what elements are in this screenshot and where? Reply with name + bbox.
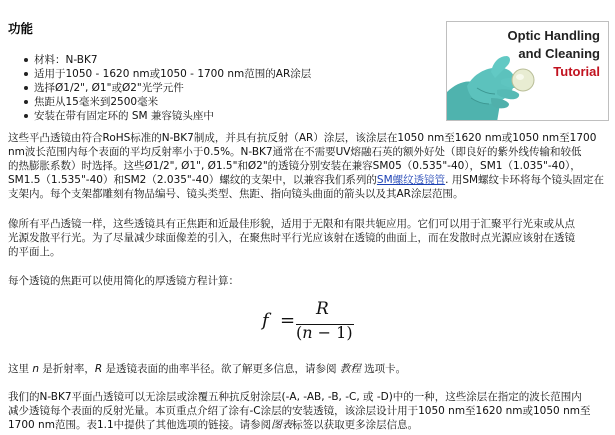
chart-tab-reference: 图表 <box>271 419 293 431</box>
description-paragraph-4 <box>8 362 608 376</box>
sm-lens-tube-link[interactable]: SM螺纹透镜管 <box>376 174 446 186</box>
text-line <box>8 362 608 376</box>
feature-item: 安装在带有固定环的 SM 兼容镜头座中 <box>22 109 462 123</box>
tutorial-line-2: and Cleaning <box>518 46 600 61</box>
tutorial-tab-reference: 教程 <box>339 363 361 375</box>
section-title: 功能 <box>8 21 34 36</box>
text-segment: SM1.5（1.535"-40）和SM2（2.035"-40）螺纹的支架中，以兼容我们系列的 <box>8 174 377 186</box>
feature-item: 焦距从15毫米到2500毫米 <box>22 95 462 109</box>
optic-handling-tutorial-link[interactable] <box>446 21 609 121</box>
description-paragraph-1 <box>8 131 608 201</box>
text-line: 每个透镜的焦距可以使用简化的厚透镜方程计算： <box>8 275 239 287</box>
tutorial-line-3: Tutorial <box>553 64 600 79</box>
text-segment: . 用SM螺纹卡环将每个镜头固定在 <box>445 174 605 186</box>
text-segment: 这里 <box>8 363 29 375</box>
features-list <box>22 53 462 123</box>
denominator-variable: n <box>302 323 313 342</box>
text-line: 光源发散平行光。为了尽量减少球面像差的引入，在聚焦时平行光应该射在透镜的曲面上，而在发散时点光源应该射在透镜 <box>8 232 575 244</box>
text-line: 像所有平凸透镜一样，这些透镜具有正焦距和近最佳形貌，适用于无限和有限共轭应用。它们可以用于汇聚平行光束或从点 <box>8 218 575 230</box>
tutorial-label <box>508 27 600 81</box>
text-line: 的热膨胀系数）时选择。这些Ø1/2", Ø1", Ø1.5"和Ø2"的透镜分别安装在兼容SM05（0.535"-40），SM1（1.035"-40）， <box>8 160 581 172</box>
text-segment: 1700 nm范围。表1.1中提供了其他选项的链接。请参阅 <box>8 419 272 431</box>
equation-equals: = <box>280 310 296 331</box>
description-paragraph-3 <box>8 274 608 288</box>
text-line: 支架内。每个支架都雕刻有物品编号、镜头类型、焦距、指向镜头曲面的箭头以及其AR涂层范围。 <box>8 188 464 200</box>
tutorial-line-1: Optic Handling <box>507 28 600 43</box>
text-line: nm波长范围内每个表面的平均反射率小于0.5%。N-BK7通常在不需要UV熔融石英的额外好处（即良好的紫外线传输和较低 <box>8 146 582 158</box>
description-paragraph-5 <box>8 390 608 432</box>
feature-item: 适用于1050 - 1620 nm或1050 - 1700 nm范围的AR涂层 <box>22 67 462 81</box>
denominator-rest: − 1) <box>312 323 353 342</box>
text-line: 我们的N-BK7平面凸透镜可以无涂层或涂覆五种抗反射涂层(-A, -AB, -B, -C, 或 -D)中的一种，这些涂层在指定的波长范围内 <box>8 391 582 403</box>
text-segment: 选项卡。 <box>364 363 407 375</box>
equation-denominator <box>296 323 353 342</box>
text-line: 减少透镜每个表面的反射光量。本页重点介绍了涂有-C涂层的安装透镜，该涂层设计用于1050 nm至1620 nm或1050 nm至 <box>8 405 591 417</box>
text-segment: 标签以获取更多涂层信息。 <box>292 419 419 431</box>
symbol-r: R <box>94 363 103 375</box>
equation-lhs: f <box>262 310 269 331</box>
text-line <box>8 418 608 432</box>
text-line: 这些平凸透镜由符合RoHS标准的N-BK7制成，并具有抗反射（AR）涂层，该涂层在1050 nm至1620 nm或1050 nm至1700 <box>8 132 597 144</box>
text-segment: 是折射率， <box>42 363 95 375</box>
text-segment: 是透镜表面的曲率半径。欲了解更多信息，请参阅 <box>105 363 337 375</box>
denominator-open: ( <box>296 323 303 342</box>
symbol-n: n <box>32 363 39 375</box>
text-line <box>8 173 608 187</box>
description-paragraph-2 <box>8 217 608 259</box>
lens-focal-length-equation <box>260 299 370 346</box>
text-line: 的平面上。 <box>8 246 61 258</box>
equation-numerator: R <box>316 299 329 319</box>
feature-item: 选择Ø1/2", Ø1"或Ø2"光学元件 <box>22 81 462 95</box>
feature-item: 材料：N-BK7 <box>22 53 462 67</box>
